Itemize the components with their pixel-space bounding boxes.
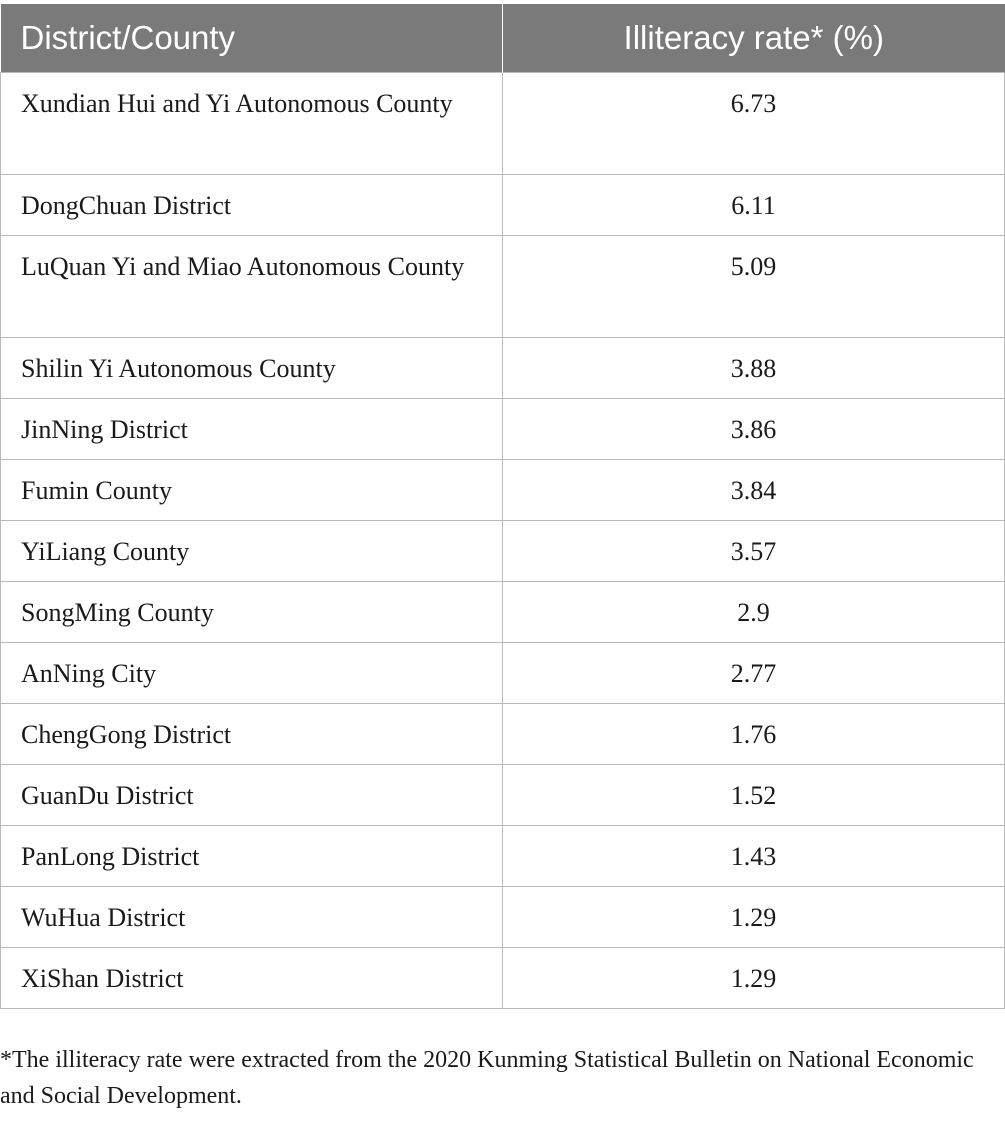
district-cell: XiShan District — [1, 948, 503, 1009]
header-illiteracy-rate: Illiteracy rate* (%) — [503, 4, 1005, 73]
district-cell: Shilin Yi Autonomous County — [1, 338, 503, 399]
table-row — [1, 826, 1005, 887]
rate-cell: 5.09 — [503, 236, 1005, 338]
rate-cell: 1.29 — [503, 948, 1005, 1009]
table-row — [1, 948, 1005, 1009]
table-row — [1, 399, 1005, 460]
district-cell: JinNing District — [1, 399, 503, 460]
rate-cell: 3.57 — [503, 521, 1005, 582]
rate-cell: 3.86 — [503, 399, 1005, 460]
district-cell: PanLong District — [1, 826, 503, 887]
rate-cell: 1.43 — [503, 826, 1005, 887]
district-cell: Fumin County — [1, 460, 503, 521]
table-row — [1, 582, 1005, 643]
district-cell: LuQuan Yi and Miao Autonomous County — [1, 236, 503, 338]
table-header-row — [1, 4, 1005, 73]
district-cell: Xundian Hui and Yi Autonomous County — [1, 73, 503, 175]
table-footnote: *The illiteracy rate were extracted from the 2020 Kunming Statistical Bulletin on National Economic and Social Development. — [0, 1047, 974, 1109]
table-row — [1, 73, 1005, 175]
table-row — [1, 460, 1005, 521]
district-cell: DongChuan District — [1, 175, 503, 236]
rate-cell: 6.11 — [503, 175, 1005, 236]
table-row — [1, 704, 1005, 765]
header-district: District/County — [1, 4, 503, 73]
district-cell: AnNing City — [1, 643, 503, 704]
rate-cell: 3.88 — [503, 338, 1005, 399]
rate-cell: 2.9 — [503, 582, 1005, 643]
table-row — [1, 175, 1005, 236]
table-row — [1, 643, 1005, 704]
table-row — [1, 521, 1005, 582]
rate-cell: 1.29 — [503, 887, 1005, 948]
rate-cell: 2.77 — [503, 643, 1005, 704]
table-row — [1, 887, 1005, 948]
district-cell: WuHua District — [1, 887, 503, 948]
district-cell: ChengGong District — [1, 704, 503, 765]
table-row — [1, 338, 1005, 399]
table-row — [1, 765, 1005, 826]
rate-cell: 6.73 — [503, 73, 1005, 175]
rate-cell: 1.76 — [503, 704, 1005, 765]
district-cell: YiLiang County — [1, 521, 503, 582]
table-row — [1, 236, 1005, 338]
district-cell: GuanDu District — [1, 765, 503, 826]
illiteracy-table — [0, 4, 1005, 1009]
rate-cell: 1.52 — [503, 765, 1005, 826]
district-cell: SongMing County — [1, 582, 503, 643]
rate-cell: 3.84 — [503, 460, 1005, 521]
